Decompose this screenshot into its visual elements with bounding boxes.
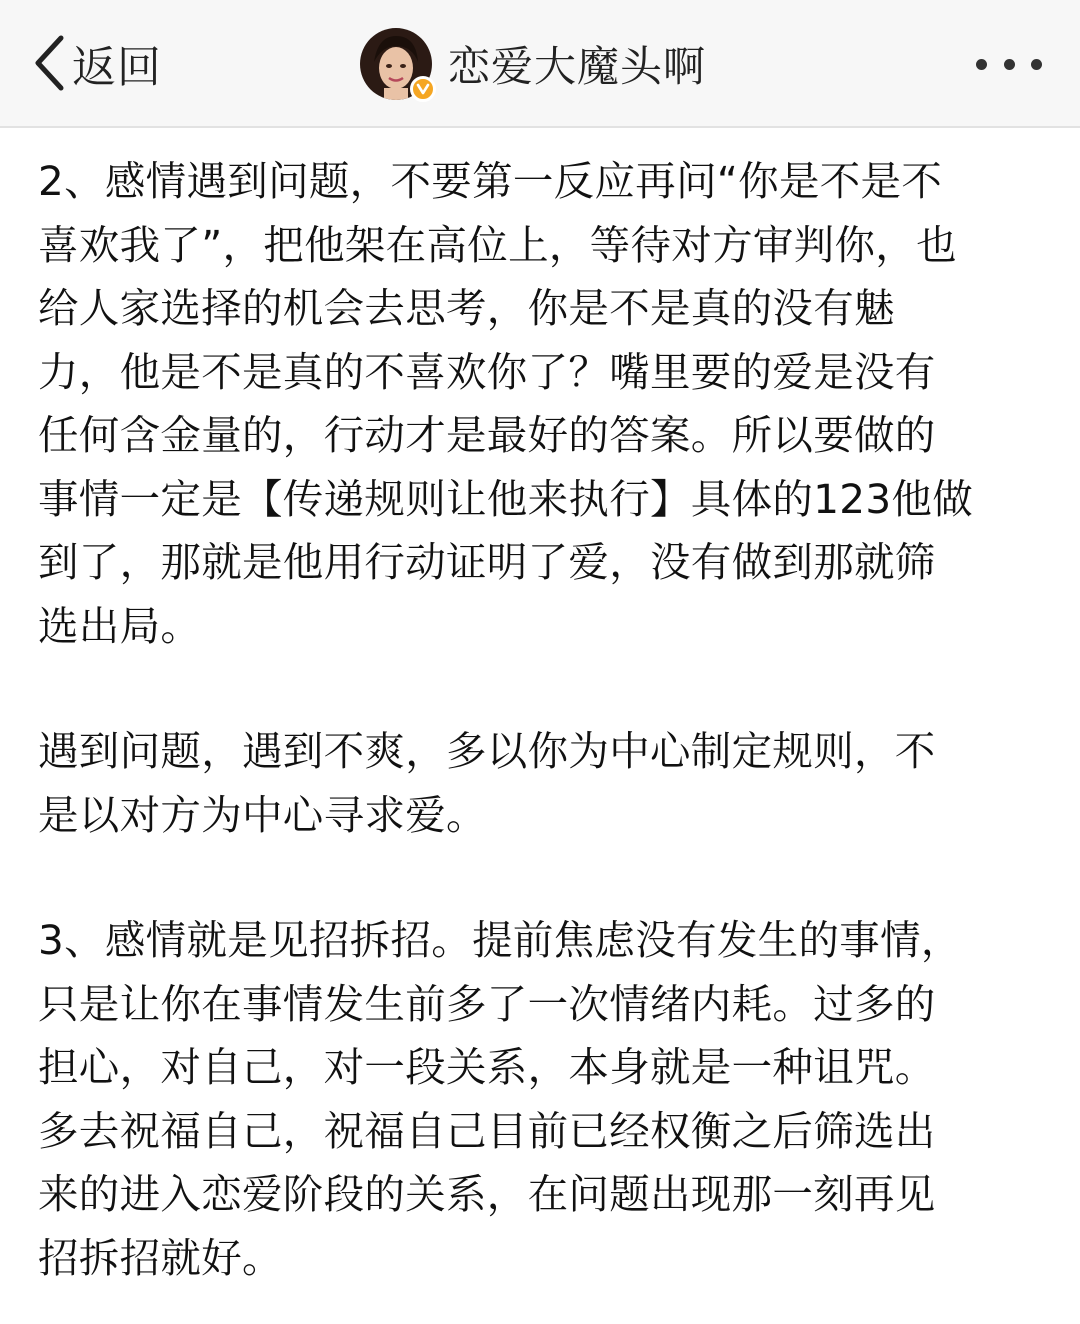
more-dot-icon: [976, 59, 987, 70]
back-label: 返回: [72, 42, 162, 93]
author-username[interactable]: 恋爱大魔头啊: [448, 42, 707, 91]
more-dot-icon: [1004, 59, 1015, 70]
top-navigation-bar: [0, 0, 1080, 128]
verified-badge-icon: [410, 76, 436, 102]
post-paragraph: 遇到问题，遇到不爽，多以你为中心制定规则，不 是以对方为中心寻求爱。: [38, 727, 936, 839]
chevron-left-icon: [32, 34, 66, 92]
post-paragraph: 2、感情遇到问题，不要第一反应再问“你是不是不 喜欢我了”，把他架在高位上，等待对方审判你，也 给人家选择的机会去思考，你是不是真的没有魅 力，他是不是真的不喜欢你了？嘴里要的爱是没有 任何含金量的，行动才是最好的答案。所以要做的 事情一定是【传递规则让他来执行】具体的123他做 到了，那就是他用行动证明了爱，没有做到那就筛 选出局。: [38, 157, 974, 650]
more-dot-icon: [1031, 59, 1042, 70]
post-paragraph: 3、感情就是见招拆招。提前焦虑没有发生的事情， 只是让你在事情发生前多了一次情绪内耗。过多的 担心，对自己，对一段关系，本身就是一种诅咒。 多去祝福自己，祝福自己目前已经权衡之后筛选出 来的进入恋爱阶段的关系，在问题出现那一刻再见 招拆招就好。: [38, 916, 962, 1282]
more-options-button[interactable]: [976, 52, 1042, 76]
avatar[interactable]: [360, 28, 432, 100]
back-button[interactable]: [32, 30, 162, 96]
post-body: [38, 150, 1042, 1324]
author-profile[interactable]: [360, 28, 706, 100]
